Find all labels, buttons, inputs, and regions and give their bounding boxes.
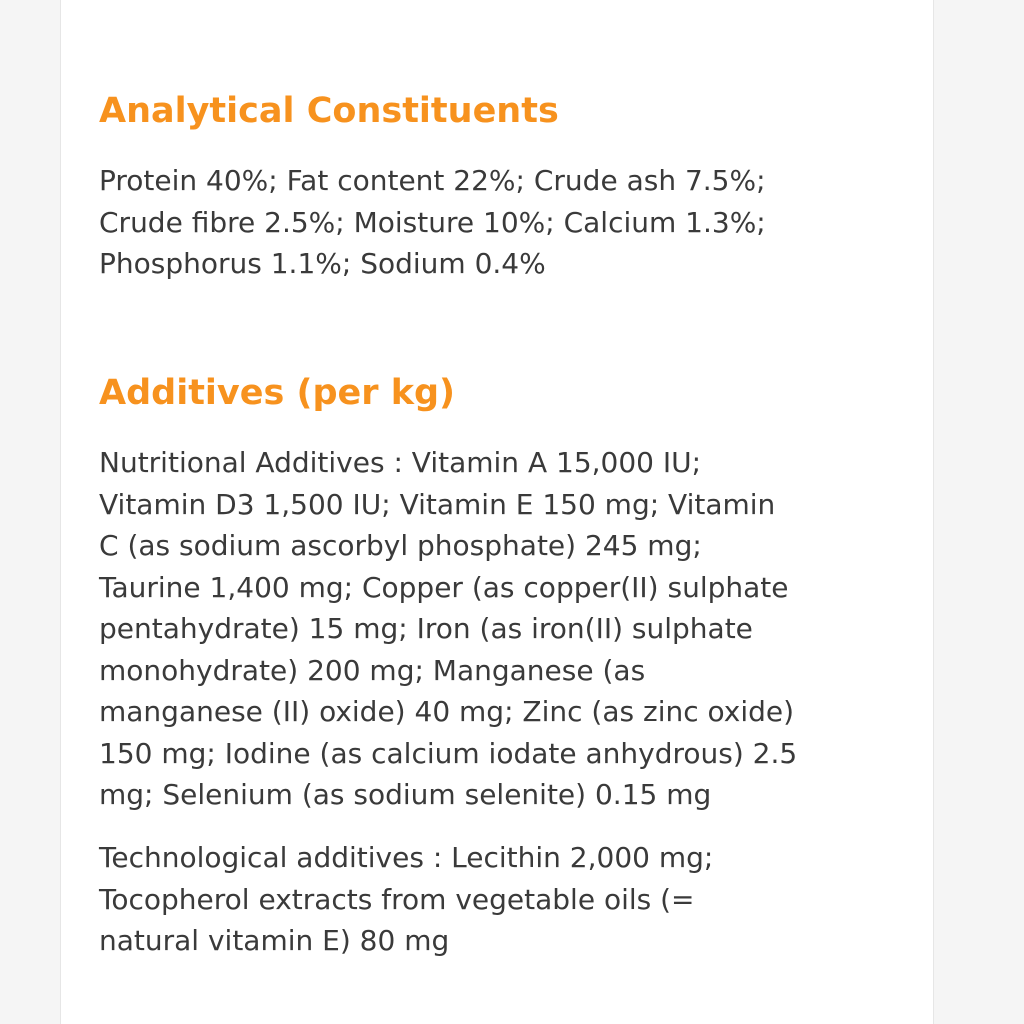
text-line: monohydrate) 200 mg; Manganese (as [99, 653, 646, 687]
nutritional-additives-text [99, 442, 797, 816]
text-line: Technological additives : Lecithin 2,000 mg; [99, 841, 714, 874]
text-line: Crude fibre 2.5%; Moisture 10%; Calcium 1.3%; [99, 205, 766, 239]
text-line: Vitamin D3 1,500 IU; Vitamin E 150 mg; Vitamin [99, 487, 776, 521]
text-line: pentahydrate) 15 mg; Iron (as iron(II) sulphate [99, 612, 753, 645]
analytical-constituents-heading: Analytical Constituents [99, 91, 559, 131]
text-line: natural vitamin E) 80 mg [99, 924, 450, 957]
text-line: Taurine 1,400 mg; Copper (as copper(II) sulphate [99, 570, 789, 604]
text-line: Phosphorus 1.1%; Sodium 0.4% [99, 247, 546, 280]
text-line: manganese (II) oxide) 40 mg; Zinc (as zinc oxide) [99, 695, 795, 728]
analytical-constituents-text [99, 160, 766, 285]
text-line: C (as sodium ascorbyl phosphate) 245 mg; [99, 529, 702, 562]
text-line: Tocopherol extracts from vegetable oils (= [99, 882, 695, 916]
technological-additives-text [99, 837, 713, 962]
text-line: mg; Selenium (as sodium selenite) 0.15 mg [99, 778, 712, 811]
content-card [60, 0, 934, 1024]
additives-heading: Additives (per kg) [99, 373, 456, 413]
text-line: Nutritional Additives : Vitamin A 15,000 IU; [99, 446, 702, 479]
text-line: Protein 40%; Fat content 22%; Crude ash 7.5%; [99, 164, 766, 197]
text-line: 150 mg; Iodine (as calcium iodate anhydrous) 2.5 [99, 736, 798, 770]
